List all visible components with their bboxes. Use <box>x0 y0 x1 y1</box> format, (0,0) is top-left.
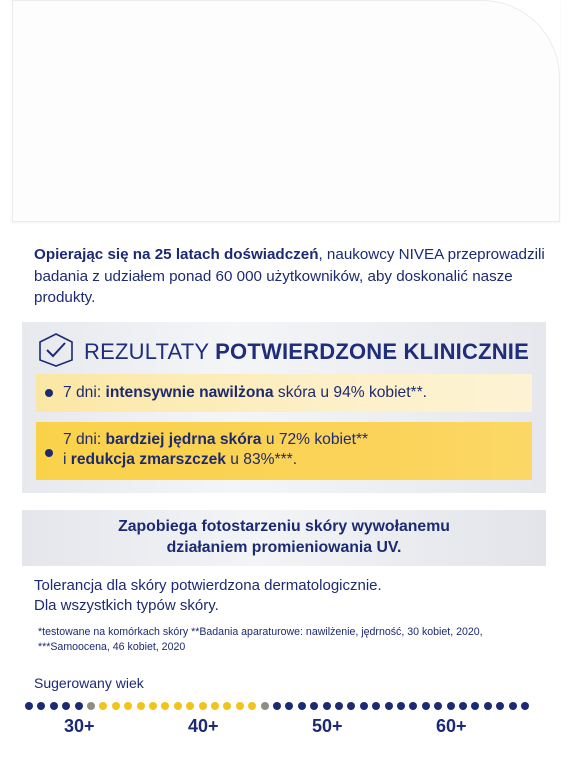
results-title-bold: POTWIERDZONE KLINICZNIE <box>215 339 529 364</box>
product-lid-area <box>0 0 568 232</box>
uv-protection-box <box>22 510 546 566</box>
age-dot <box>211 702 219 710</box>
age-dot <box>199 702 207 710</box>
age-dot <box>186 702 194 710</box>
age-dot <box>298 702 306 710</box>
age-dot <box>385 702 393 710</box>
lid-cap <box>12 0 560 222</box>
row2-prefix: 7 dni: <box>63 431 106 448</box>
footnotes <box>38 625 483 655</box>
result-row-hydration <box>36 374 532 412</box>
age-dot <box>124 702 132 710</box>
age-dot <box>459 702 467 710</box>
age-dot <box>261 702 269 710</box>
age-dot <box>409 702 417 710</box>
age-dot <box>372 702 380 710</box>
check-shield-icon <box>38 333 74 372</box>
results-title-regular: REZULTATY <box>84 339 216 364</box>
clinical-results-box <box>22 322 546 493</box>
age-dot <box>471 702 479 710</box>
row1-suffix: skóra u 94% kobiet**. <box>273 384 428 401</box>
age-dot <box>149 702 157 710</box>
age-dot <box>248 702 256 710</box>
age-dot <box>236 702 244 710</box>
tolerance-line-2: Dla wszystkich typów skóry. <box>34 597 219 614</box>
age-dot <box>25 702 33 710</box>
age-dot <box>496 702 504 710</box>
age-dot <box>273 702 281 710</box>
age-dot <box>62 702 70 710</box>
age-dot <box>99 702 107 710</box>
row2-bold-2: redukcja zmarszczek <box>70 451 226 468</box>
intro-bold: Opierając się na 25 latach doświadczeń <box>34 246 319 263</box>
age-dot <box>174 702 182 710</box>
row2-connector: i <box>63 451 71 468</box>
age-dot <box>50 702 58 710</box>
age-dot <box>335 702 343 710</box>
age-dot <box>223 702 231 710</box>
age-dot <box>347 702 355 710</box>
age-tick-50: 50+ <box>312 716 343 736</box>
age-dot <box>434 702 442 710</box>
intro-text <box>34 244 554 309</box>
age-dot <box>397 702 405 710</box>
bullet <box>45 389 53 397</box>
footnote-line-1: *testowane na komórkach skóry **Badania aparaturowe: nawilżenie, jędrność, 30 kobiet, 2020, <box>38 626 483 638</box>
row1-bold: intensywnie nawilżona <box>105 384 274 401</box>
age-dot <box>87 702 95 710</box>
tolerance-line-1: Tolerancja dla skóry potwierdzona dermatologicznie. <box>34 577 382 594</box>
age-dot <box>75 702 83 710</box>
row2-suffix: u 83%***. <box>225 451 298 468</box>
age-tick-60: 60+ <box>436 716 467 736</box>
row1-prefix: 7 dni: <box>63 384 106 401</box>
results-header <box>38 332 529 372</box>
age-dot <box>310 702 318 710</box>
age-dot <box>37 702 45 710</box>
result-row-firmness <box>36 422 532 480</box>
age-dot <box>137 702 145 710</box>
row2-bold-1: bardziej jędrna skóra <box>105 431 262 448</box>
age-dot <box>360 702 368 710</box>
uv-line-1: Zapobiega fotostarzeniu skóry wywołanemu <box>118 518 450 535</box>
age-dot <box>161 702 169 710</box>
results-title <box>84 339 529 365</box>
bullet <box>45 449 53 457</box>
footnote-line-2: ***Samoocena, 46 kobiet, 2020 <box>38 641 186 653</box>
uv-line-2: działaniem promieniowania UV. <box>166 539 402 556</box>
tolerance-text <box>34 576 382 616</box>
age-dot <box>509 702 517 710</box>
age-dot <box>422 702 430 710</box>
result-row-text <box>63 430 368 470</box>
suggested-age-label: Sugerowany wiek <box>34 675 144 691</box>
age-tick-40: 40+ <box>188 716 219 736</box>
age-dot <box>323 702 331 710</box>
age-tick-30: 30+ <box>64 716 95 736</box>
result-row-text <box>63 383 427 403</box>
age-dot <box>447 702 455 710</box>
age-dot <box>285 702 293 710</box>
age-dot <box>112 702 120 710</box>
row2-mid: u 72% kobiet** <box>261 431 369 448</box>
product-lid <box>12 0 560 222</box>
age-dot <box>521 702 529 710</box>
age-dot <box>484 702 492 710</box>
intro-rest: , naukowcy NIVEA przeprowadzili badania z udziałem ponad 60 000 użytkowników, aby doskonalić nasze produkty. <box>34 246 545 306</box>
